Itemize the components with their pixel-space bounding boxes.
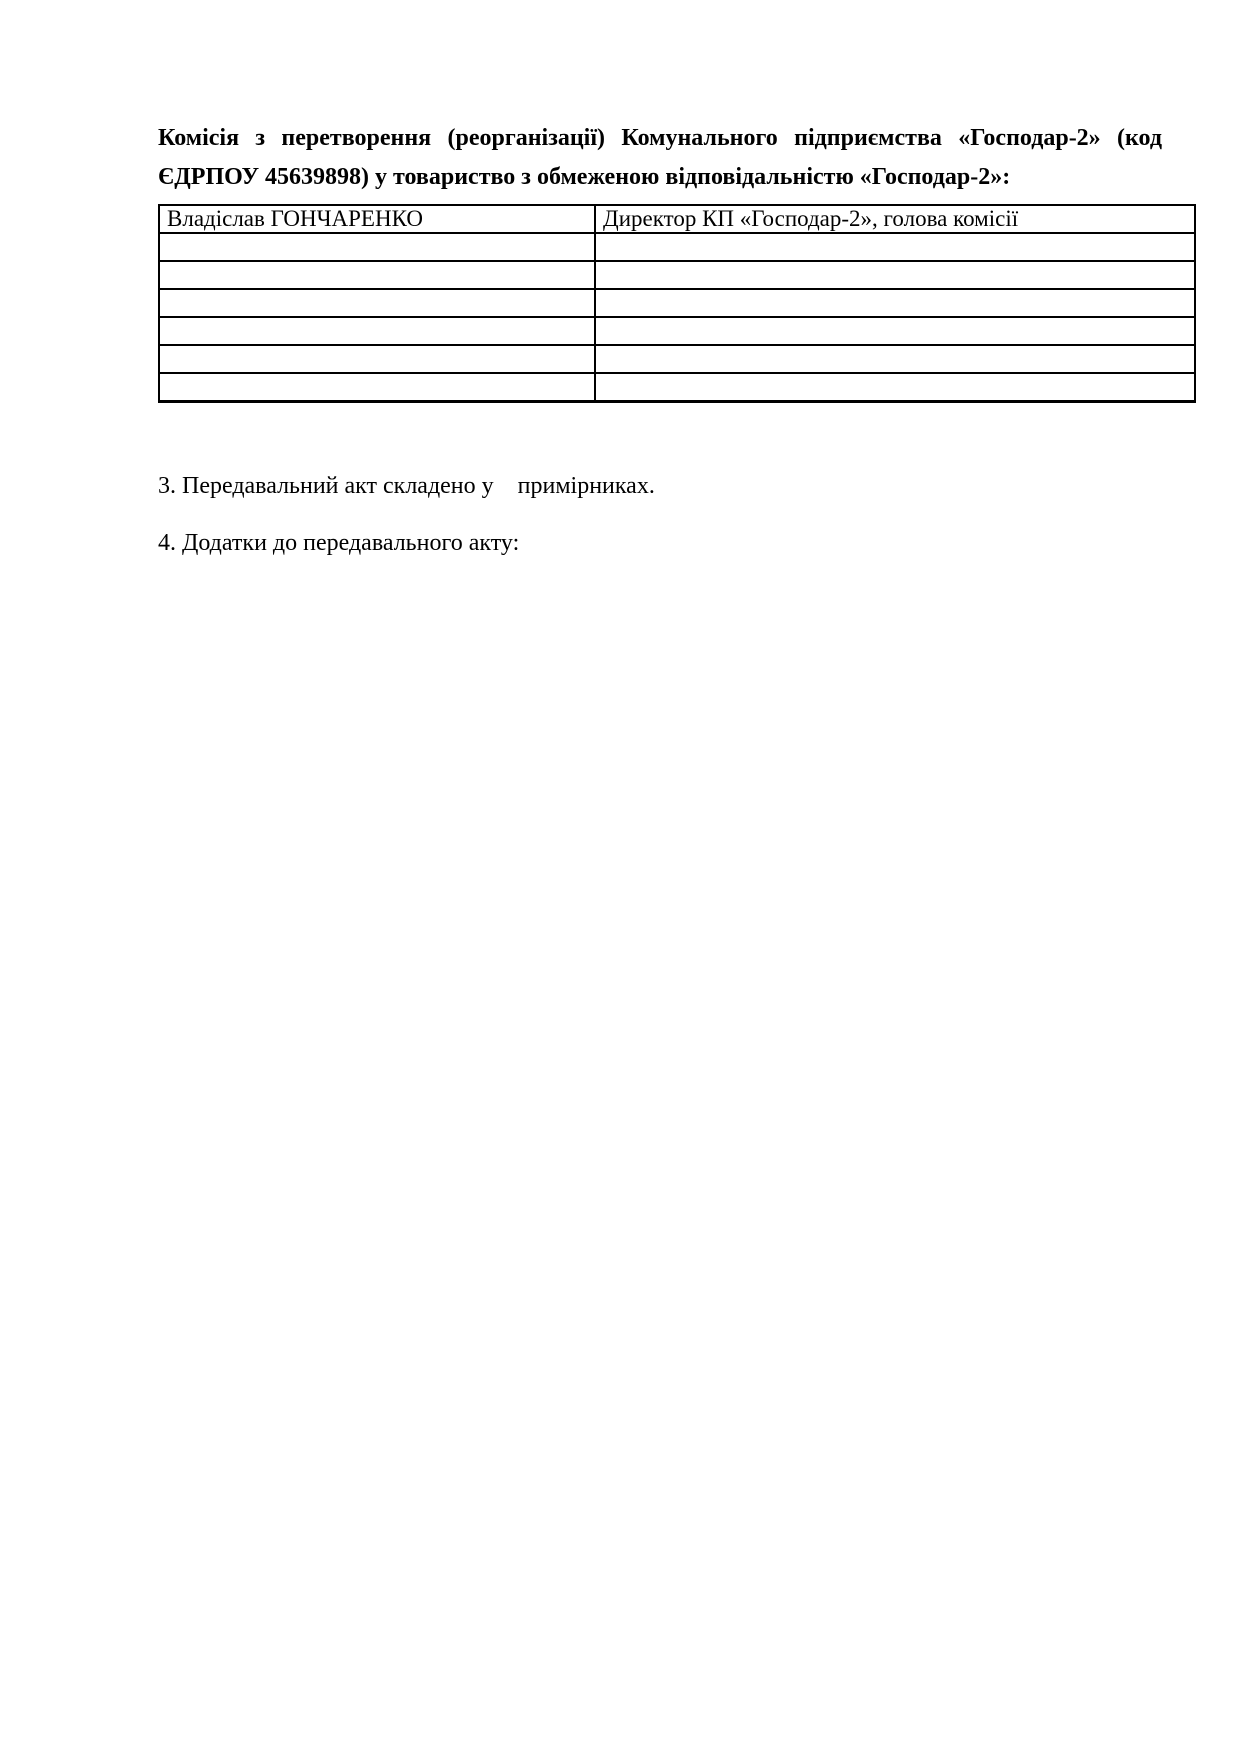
commission-member-name-cell bbox=[159, 233, 595, 261]
commission-member-name-cell bbox=[159, 261, 595, 289]
commission-table-row bbox=[159, 205, 1195, 233]
commission-member-position-cell bbox=[595, 289, 1195, 317]
commission-table-row bbox=[159, 233, 1195, 261]
commission-member-position-cell bbox=[595, 373, 1195, 402]
commission-table-row bbox=[159, 345, 1195, 373]
commission-member-name-cell bbox=[159, 345, 595, 373]
commission-member-position-cell bbox=[595, 233, 1195, 261]
commission-member-name-cell: Владіслав ГОНЧАРЕНКО bbox=[159, 205, 595, 233]
intro-line-1: Комісія з перетворення (реорганізації) Комунального підприємства «Господар-2» (код bbox=[158, 125, 1162, 151]
item-3-copies-line: 3. Передавальний акт складено у примірниках. bbox=[158, 473, 655, 499]
intro-paragraph bbox=[158, 119, 1162, 197]
commission-member-name-cell bbox=[159, 373, 595, 402]
commission-member-position-cell bbox=[595, 261, 1195, 289]
commission-member-position-cell bbox=[595, 317, 1195, 345]
commission-table-body bbox=[159, 205, 1195, 402]
intro-line-2: ЄДРПОУ 45639898) у товариство з обмеженою відповідальністю «Господар-2»: bbox=[158, 164, 1011, 190]
commission-member-position-cell: Директор КП «Господар-2», голова комісії bbox=[595, 205, 1195, 233]
commission-table-row bbox=[159, 261, 1195, 289]
item-4-attachments-line: 4. Додатки до передавального акту: bbox=[158, 530, 520, 556]
commission-member-name-cell bbox=[159, 317, 595, 345]
commission-table-row bbox=[159, 317, 1195, 345]
commission-table bbox=[158, 204, 1196, 403]
commission-member-name-cell bbox=[159, 289, 595, 317]
commission-table-row bbox=[159, 289, 1195, 317]
commission-table-row bbox=[159, 373, 1195, 402]
commission-member-position-cell bbox=[595, 345, 1195, 373]
